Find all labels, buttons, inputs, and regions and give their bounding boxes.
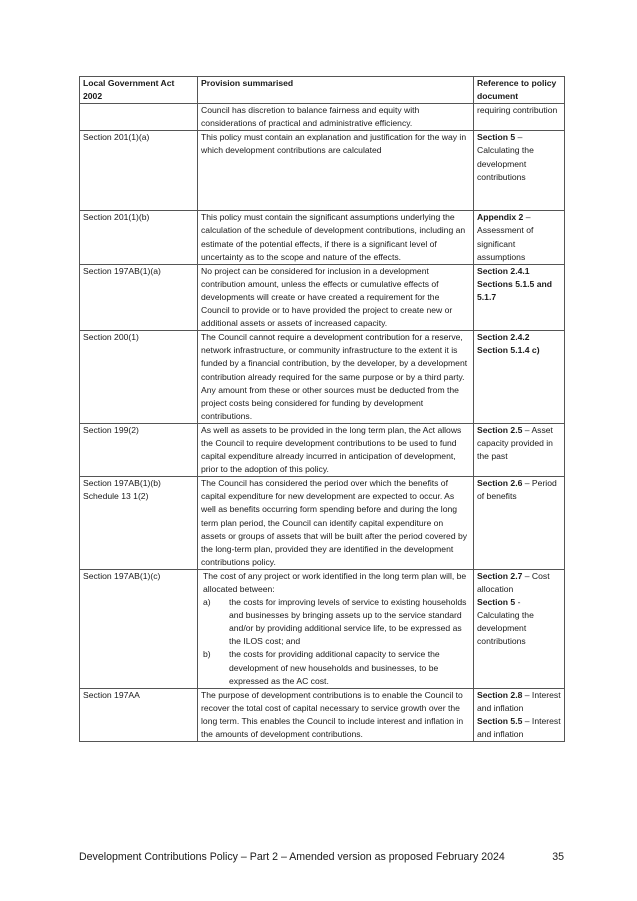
policy-reference <box>474 423 565 476</box>
act-section <box>80 104 198 131</box>
page-number: 35 <box>552 851 564 863</box>
provision-text: This policy must contain an explanation and justification for the way in which development contributions are calculated <box>198 131 474 211</box>
header-provision: Provision summarised <box>198 77 474 104</box>
list-item-text: the costs for improving levels of service to existing households and businesses by bringing assets up to the service standard and/or by providing additional service life, to be expressed as the ILOS cost; and <box>229 597 467 647</box>
reference-text: – Calculating the development contributions <box>477 132 534 182</box>
table-row <box>80 104 565 131</box>
reference-bold: Section 2.5 <box>477 424 523 435</box>
policy-reference <box>474 264 565 330</box>
reference-bold: Section 2.4.2 Section 5.1.4 c) <box>477 332 540 356</box>
list-item <box>201 648 470 687</box>
act-section: Section 201(1)(b) <box>80 211 198 264</box>
table-row <box>80 264 565 330</box>
policy-reference <box>474 211 565 264</box>
reference-entry <box>477 596 561 648</box>
header-reference: Reference to policy document <box>474 77 565 104</box>
provisions-table <box>79 76 565 742</box>
allocation-list <box>201 596 470 688</box>
footer-title: Development Contributions Policy – Part 2 – Amended version as proposed February 2024 <box>79 851 505 863</box>
reference-bold: Section 5 <box>477 597 516 608</box>
policy-reference <box>474 477 565 570</box>
reference-entry <box>477 689 561 715</box>
provision-text: The Council cannot require a development contribution for a reserve, network infrastructure, or community infrastructure to the extent it is funded by a financial contribution, by the developer, by a development contribution already required for the same purpose or by a third party. Any amount from these or other sources must be deducted from the project costs being considered for funding by development contributions. <box>198 331 474 424</box>
table-row <box>80 331 565 424</box>
policy-reference <box>474 104 565 131</box>
reference-text: – Asset capacity provided in the past <box>477 424 553 462</box>
reference-bold: Appendix 2 <box>477 212 524 223</box>
reference-bold: Section 2.4.1 Sections 5.1.5 and 5.1.7 <box>477 265 552 302</box>
act-section: Section 201(1)(a) <box>80 131 198 211</box>
act-section: Section 199(2) <box>80 423 198 476</box>
reference-text: – Interest and inflation <box>477 715 561 740</box>
provision-text: The Council has considered the period over which the benefits of capital expenditure for new development are expected to occur. As well as benefits occurring form spending before and during the long term plan period, the Council can identify capital expenditure on assets or groups of assets that will be built after the period covered by the long-term plan, provided they are identified in the development contributions policy. <box>198 477 474 570</box>
act-section: Section 197AA <box>80 688 198 741</box>
table-row <box>80 423 565 476</box>
provision-text: The purpose of development contributions is to enable the Council to recover the total cost of capital necessary to service growth over the long term. This enables the Council to include interest and inflation in the amounts of development contributions. <box>198 688 474 741</box>
header-act: Local Government Act 2002 <box>80 77 198 104</box>
list-item <box>201 596 470 648</box>
act-section: Section 197AB(1)(b) Schedule 13 1(2) <box>80 477 198 570</box>
act-section: Section 197AB(1)(c) <box>80 569 198 688</box>
provision-text: This policy must contain the significant assumptions underlying the calculation of the schedule of development contributions, including an estimate of the potential effects, if there is a significant level of uncertainty as to the scope and nature of the effects. <box>198 211 474 264</box>
reference-text: - Calculating the development contributions <box>477 597 534 647</box>
table-row <box>80 688 565 741</box>
list-marker: b) <box>203 649 211 660</box>
reference-text: – Period of benefits <box>477 478 557 502</box>
provision-text: As well as assets to be provided in the long term plan, the Act allows the Council to require development contributions to be used to fund capital expenditure already incurred in anticipation of development, prior to the adoption of this policy. <box>198 423 474 476</box>
page-footer <box>79 851 564 863</box>
act-section: Section 200(1) <box>80 331 198 424</box>
provision-text <box>198 569 474 688</box>
list-marker: a) <box>203 597 211 608</box>
reference-entry <box>477 570 561 596</box>
table-row <box>80 569 565 688</box>
reference-text: – Interest and inflation <box>477 689 561 713</box>
policy-reference <box>474 688 565 741</box>
table-header-row <box>80 77 565 104</box>
policy-reference <box>474 331 565 424</box>
provision-text: No project can be considered for inclusion in a development contribution amount, unless the effects or cumulative effects of developments will create or have created a requirement for the Council to provide or to have provided the project to create new or additional assets or assets of increased capacity. <box>198 264 474 330</box>
reference-entry <box>477 715 561 741</box>
table-row <box>80 477 565 570</box>
reference-text: – Cost allocation <box>477 570 550 594</box>
reference-bold: Section 2.6 <box>477 478 523 489</box>
reference-text: – Assessment of significant assumptions <box>477 212 534 262</box>
list-item-text: the costs for providing additional capacity to service the development of new households and businesses, to be expressed as the AC cost. <box>229 649 440 686</box>
reference-text: requiring contribution <box>477 105 558 116</box>
policy-reference <box>474 569 565 688</box>
reference-bold: Section 5 <box>477 132 516 143</box>
provision-intro: The cost of any project or work identified in the long term plan will, be allocated between: <box>203 570 467 594</box>
table-row <box>80 211 565 264</box>
act-section: Section 197AB(1)(a) <box>80 264 198 330</box>
policy-reference <box>474 131 565 211</box>
provision-text: Council has discretion to balance fairness and equity with considerations of practical and administrative efficiency. <box>198 104 474 131</box>
reference-bold: Section 2.8 <box>477 689 523 700</box>
reference-bold: Section 2.7 <box>477 570 523 581</box>
table-row <box>80 131 565 211</box>
reference-bold: Section 5.5 <box>477 715 523 726</box>
